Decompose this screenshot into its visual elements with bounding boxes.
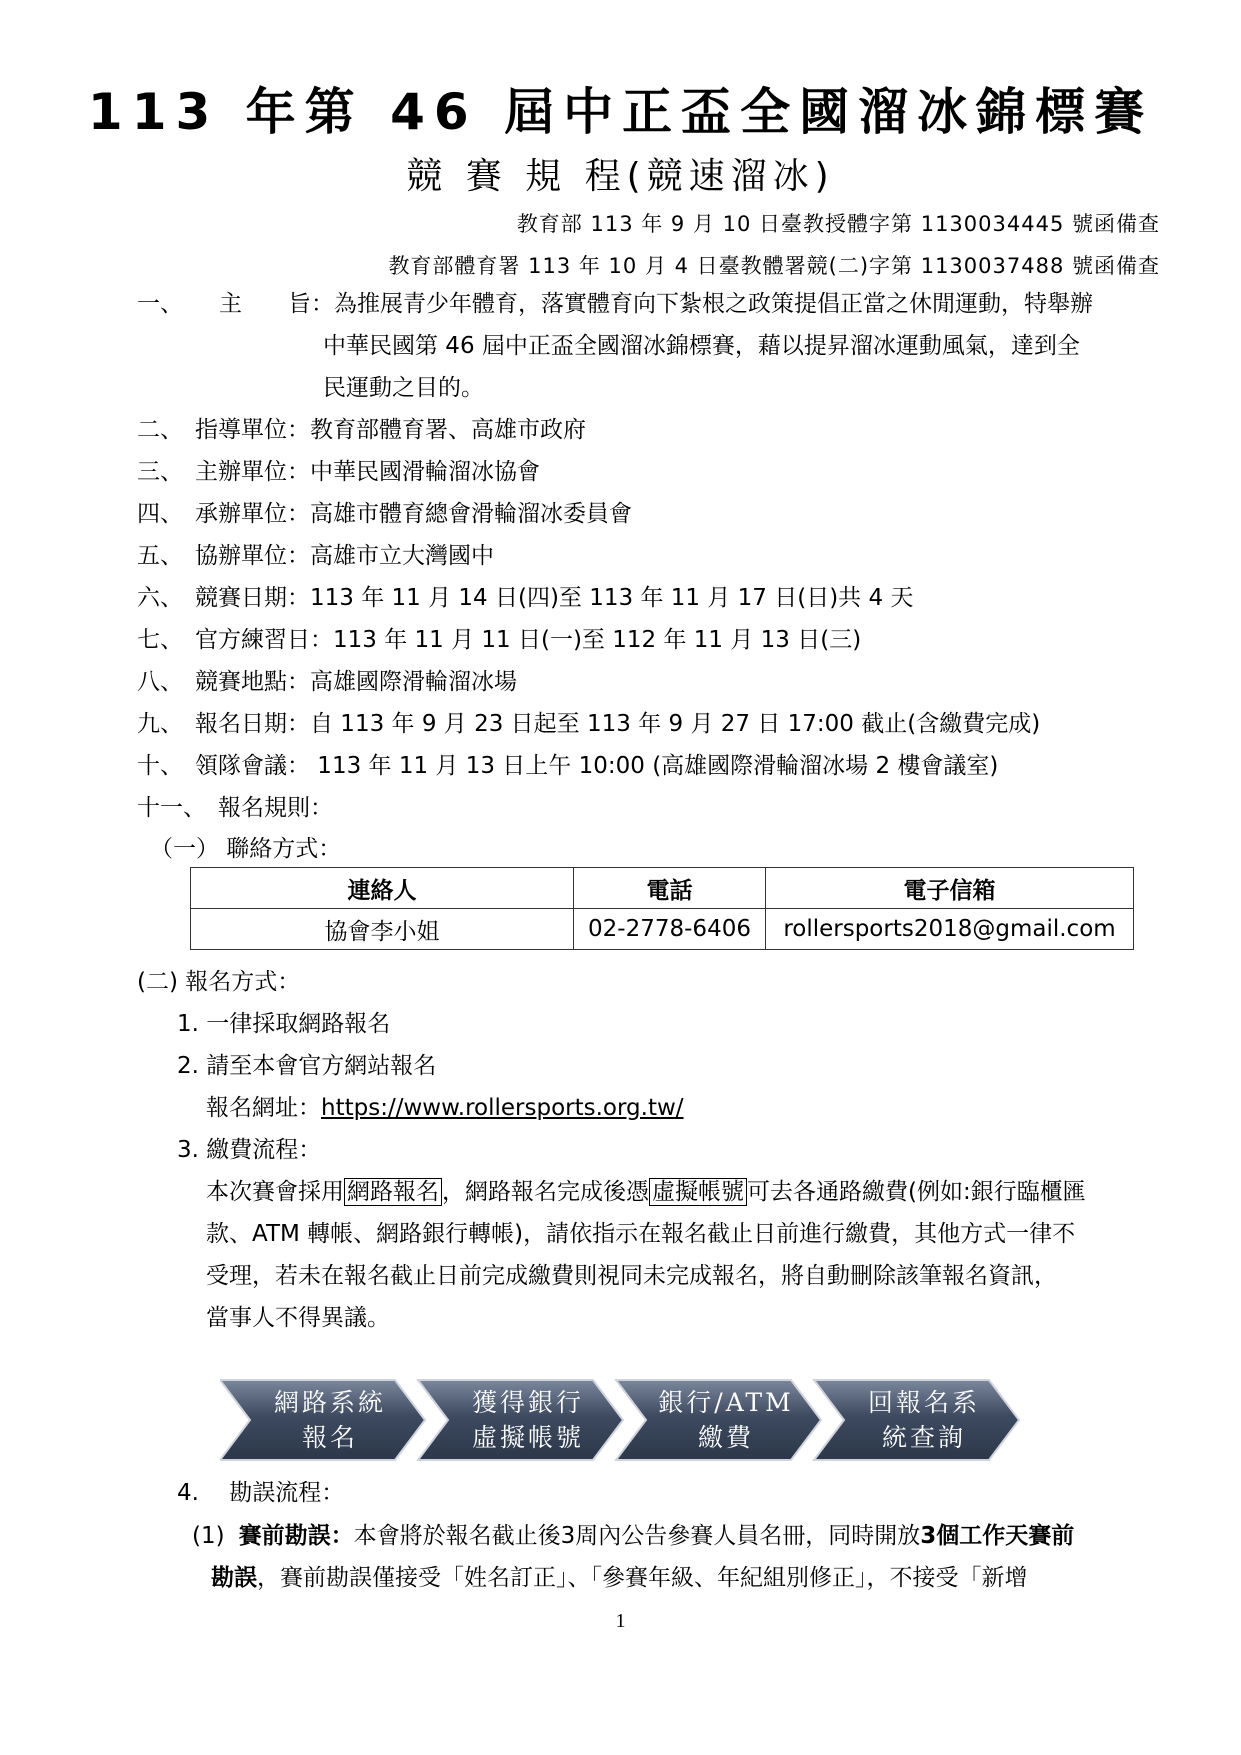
section-number: 十、 bbox=[137, 753, 183, 779]
flow-step-label: 繳費 bbox=[697, 1423, 755, 1452]
section-text: 官方練習日：113 年 11 月 11 日(一)至 112 年 11 月 13 日(三) bbox=[195, 627, 862, 653]
correction-item bbox=[192, 1521, 1074, 1551]
payment-text: 受理，若未在報名截止日前完成繳費則視同未完成報名，將自動刪除該筆報名資訊， bbox=[206, 1263, 1057, 1289]
section-item bbox=[137, 541, 494, 571]
payment-text-part: ，網路報名完成後憑 bbox=[442, 1179, 649, 1205]
signup-url-link[interactable]: https://www.rollersports.org.tw/ bbox=[321, 1095, 684, 1121]
column-header: 電子信箱 bbox=[766, 868, 1134, 909]
payment-text bbox=[206, 1177, 1086, 1207]
section-text: 指導單位：教育部體育署、高雄市政府 bbox=[195, 417, 586, 443]
flow-step-4 bbox=[814, 1380, 1019, 1460]
section-number: 五、 bbox=[137, 543, 183, 569]
section-number: 二、 bbox=[137, 417, 183, 443]
approval-reference: 教育部體育署 113 年 10 月 4 日臺教體署競(二)字第 1130037488 號函備查 bbox=[388, 254, 1160, 278]
correction-text: ，賽前勘誤僅接受「姓名訂正」、「參賽年級、年紀組別修正」，不接受「新增 bbox=[257, 1565, 1028, 1591]
page-number: 1 bbox=[615, 1610, 626, 1632]
section-number: 七、 bbox=[137, 627, 183, 653]
contact-phone: 02-2778-6406 bbox=[574, 909, 766, 950]
section-item bbox=[137, 751, 998, 781]
section-text: 報名日期：自 113 年 9 月 23 日起至 113 年 9 月 27 日 17:00 截止(含繳費完成) bbox=[195, 711, 1041, 737]
correction-heading: 4. 勘誤流程： bbox=[177, 1480, 345, 1506]
section-item bbox=[137, 583, 913, 613]
flow-step-label: 虛擬帳號 bbox=[471, 1423, 585, 1452]
boxed-term: 虛擬帳號 bbox=[649, 1178, 747, 1206]
section-text: 主辦單位：中華民國滑輪溜冰協會 bbox=[195, 459, 540, 485]
section-number: 一、 bbox=[137, 291, 183, 317]
purpose-text: 為推展青少年體育，落實體育向下紮根之政策提倡正當之休閒運動，特舉辦 bbox=[334, 291, 1093, 317]
flow-step-label: 銀行/ATM bbox=[658, 1388, 794, 1417]
flow-step-1 bbox=[220, 1380, 425, 1460]
section-item bbox=[137, 667, 517, 697]
contact-heading: （一） 聯絡方式： bbox=[150, 836, 342, 862]
purpose-line: 民運動之目的。 bbox=[323, 375, 484, 401]
approval-reference: 教育部 113 年 9 月 10 日臺教授體字第 1130034445 號函備查 bbox=[516, 212, 1160, 236]
payment-text: 當事人不得異議。 bbox=[206, 1305, 390, 1331]
payment-text: 款、ATM 轉帳、網路銀行轉帳)，請依指示在報名截止日前進行繳費，其他方式一律不 bbox=[206, 1221, 1076, 1247]
flow-step-label: 統查詢 bbox=[881, 1423, 967, 1452]
signup-url-line bbox=[206, 1093, 684, 1123]
section-text: 承辦單位：高雄市體育總會滑輪溜冰委員會 bbox=[195, 501, 632, 527]
correction-number: (1) bbox=[192, 1523, 225, 1549]
section-item bbox=[137, 793, 333, 823]
section-number: 九、 bbox=[137, 711, 183, 737]
purpose-line bbox=[137, 289, 1093, 319]
section-item bbox=[137, 499, 632, 529]
contact-person: 協會李小姐 bbox=[191, 909, 574, 950]
section-item bbox=[137, 709, 1040, 739]
payment-text-part: 可去各通路繳費(例如:銀行臨櫃匯 bbox=[747, 1179, 1086, 1205]
section-number: 三、 bbox=[137, 459, 183, 485]
document-title: 113 年第 46 屆中正盃全國溜冰錦標賽 bbox=[87, 83, 1154, 141]
correction-text: 本會將於報名截止後3周內公告參賽人員名冊，同時開放 bbox=[353, 1523, 921, 1549]
flow-step-label: 獲得銀行 bbox=[471, 1388, 585, 1417]
column-header: 電話 bbox=[574, 868, 766, 909]
section-label: 主 旨： bbox=[219, 291, 334, 317]
section-item bbox=[137, 625, 861, 655]
boxed-term: 網路報名 bbox=[344, 1178, 442, 1206]
section-item bbox=[137, 457, 540, 487]
section-number: 十一、 bbox=[137, 795, 206, 821]
flow-step-2 bbox=[418, 1380, 623, 1460]
table-row bbox=[191, 909, 1134, 950]
signup-step: 1. 一律採取網路報名 bbox=[177, 1011, 391, 1037]
payment-text-part: 本次賽會採用 bbox=[206, 1179, 344, 1205]
flow-step-label: 報名 bbox=[301, 1423, 359, 1452]
url-label: 報名網址： bbox=[206, 1095, 321, 1121]
flow-step-3 bbox=[616, 1380, 821, 1460]
section-number: 八、 bbox=[137, 669, 183, 695]
column-header: 連絡人 bbox=[191, 868, 574, 909]
section-text: 競賽地點：高雄國際滑輪溜冰場 bbox=[195, 669, 517, 695]
document-subtitle: 競 賽 規 程(競速溜冰) bbox=[406, 156, 835, 197]
flow-step-label: 回報名系 bbox=[867, 1388, 981, 1417]
process-flow-diagram bbox=[220, 1372, 1040, 1468]
correction-emphasis: 勘誤 bbox=[211, 1565, 257, 1591]
signup-step: 2. 請至本會官方網站報名 bbox=[177, 1053, 437, 1079]
flow-step-label: 網路系統 bbox=[273, 1388, 387, 1417]
section-number: 六、 bbox=[137, 585, 183, 611]
signup-heading: (二) 報名方式： bbox=[137, 969, 301, 995]
table-header-row bbox=[191, 868, 1134, 909]
correction-label: 賽前勘誤： bbox=[238, 1523, 354, 1549]
correction-emphasis: 3個工作天賽前 bbox=[920, 1523, 1075, 1549]
signup-step: 3. 繳費流程： bbox=[177, 1137, 322, 1163]
purpose-line: 中華民國第 46 屆中正盃全國溜冰錦標賽，藉以提昇溜冰運動風氣，達到全 bbox=[323, 333, 1080, 359]
section-text: 領隊會議： 113 年 11 月 13 日上午 10:00 (高雄國際滑輪溜冰場 2 樓會議室) bbox=[195, 753, 999, 779]
section-number: 四、 bbox=[137, 501, 183, 527]
section-text: 協辦單位：高雄市立大灣國中 bbox=[195, 543, 494, 569]
section-text: 競賽日期：113 年 11 月 14 日(四)至 113 年 11 月 17 日(日)共 4 天 bbox=[195, 585, 914, 611]
correction-item bbox=[211, 1563, 1028, 1593]
section-text: 報名規則： bbox=[218, 795, 333, 821]
contact-email: rollersports2018@gmail.com bbox=[766, 909, 1134, 950]
contact-table bbox=[190, 867, 1134, 950]
section-item bbox=[137, 415, 586, 445]
